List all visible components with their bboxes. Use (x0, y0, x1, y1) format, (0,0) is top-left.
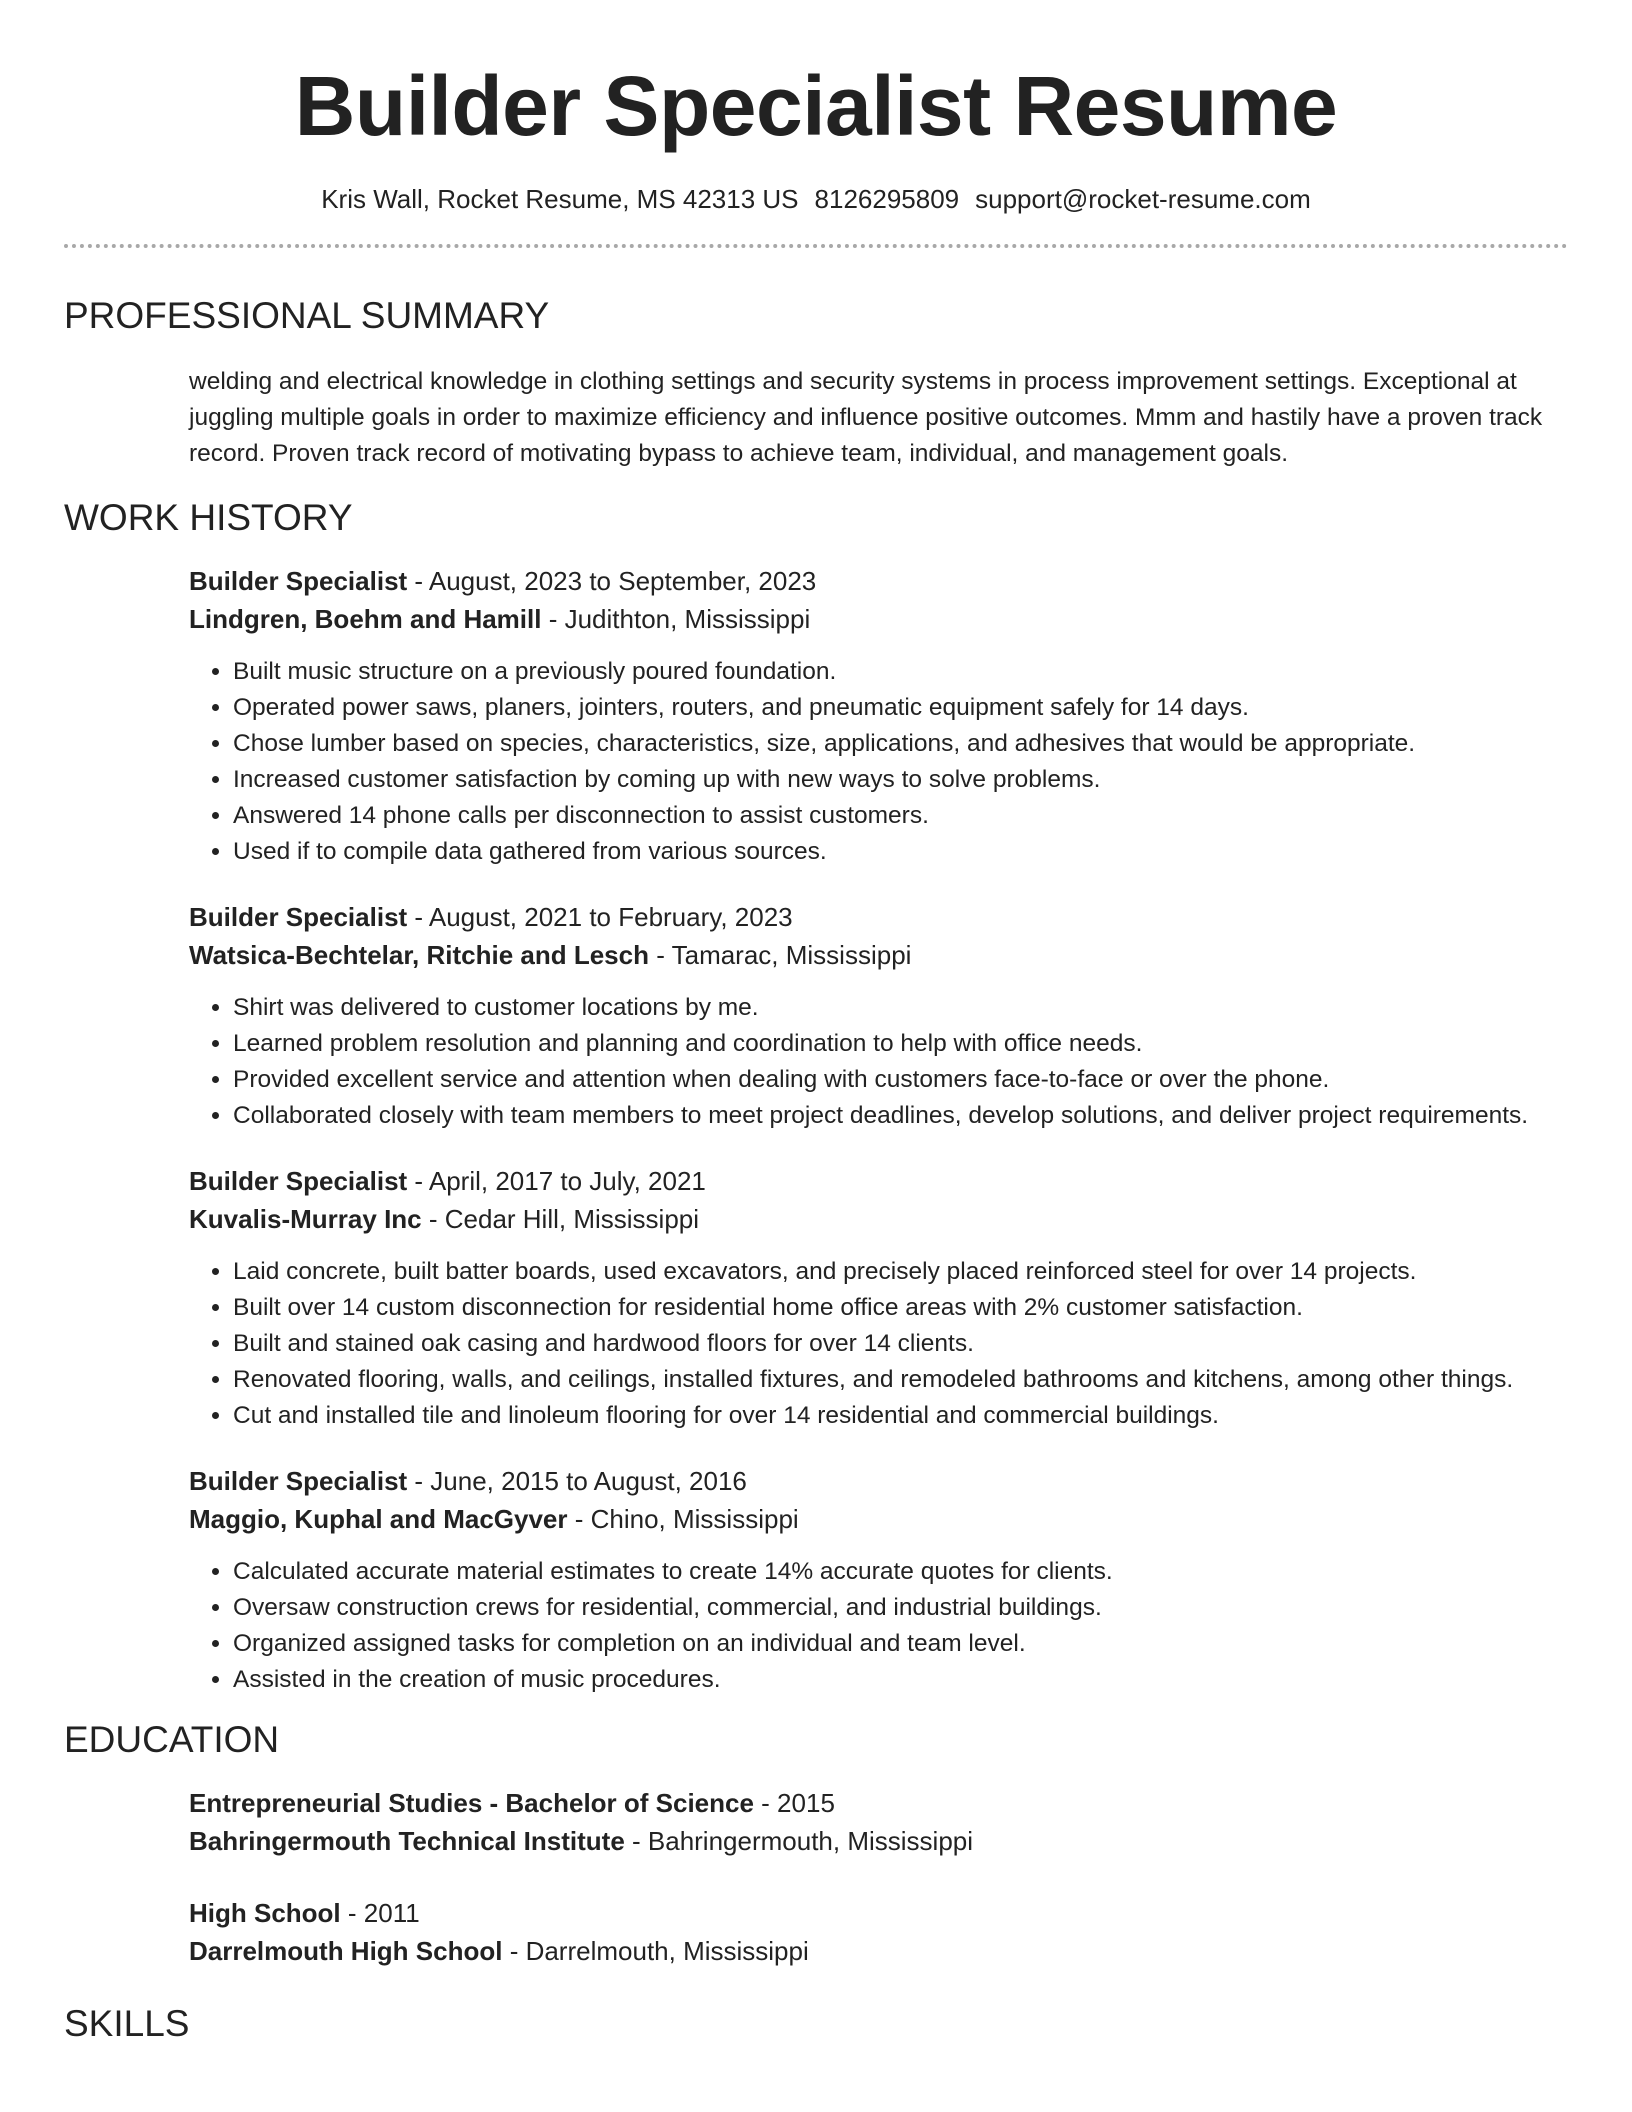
job-title: Builder Specialist (189, 1166, 408, 1196)
education-location: - Darrelmouth, Mississippi (502, 1936, 809, 1966)
education-heading: EDUCATION (64, 1719, 280, 1760)
header-divider (64, 244, 1568, 248)
job-company-line (189, 936, 1568, 974)
job-location: - Tamarac, Mississippi (648, 940, 912, 970)
job-bullet: • Built over 14 custom disconnection for residential home office areas with 2% customer satisfaction. (233, 1290, 1568, 1326)
job-dates: - August, 2021 to February, 2023 (407, 902, 793, 932)
contact-line (0, 182, 1632, 216)
job-location: - Judithton, Mississippi (541, 604, 811, 634)
job-title-line (189, 1462, 1568, 1500)
job-bullet: • Organized assigned tasks for completion on an individual and team level. (233, 1626, 1568, 1662)
job-entry (189, 898, 1568, 1134)
education-entry (189, 1784, 1568, 1860)
job-title: Builder Specialist (189, 1466, 408, 1496)
job-title-line (189, 898, 1568, 936)
education-school-line (189, 1932, 1568, 1970)
job-bullet: • Learned problem resolution and planning and coordination to help with office needs. (233, 1026, 1568, 1062)
job-bullets (189, 654, 1568, 870)
job-bullet: • Used if to compile data gathered from various sources. (233, 834, 1568, 870)
job-bullet: • Laid concrete, built batter boards, used excavators, and precisely placed reinforced steel for over 14 projects. (233, 1254, 1568, 1290)
education-degree-line (189, 1784, 1568, 1822)
job-bullet: • Collaborated closely with team members to meet project deadlines, develop solutions, and deliver project requirements. (233, 1098, 1568, 1134)
job-bullet: • Shirt was delivered to customer locations by me. (233, 990, 1568, 1026)
job-entry (189, 562, 1568, 870)
education-location: - Bahringermouth, Mississippi (624, 1826, 974, 1856)
skills-heading: SKILLS (64, 2003, 190, 2044)
job-dates: - June, 2015 to August, 2016 (407, 1466, 747, 1496)
job-entry (189, 1462, 1568, 1698)
education-school: Bahringermouth Technical Institute (189, 1826, 625, 1856)
job-company-line (189, 1500, 1568, 1538)
job-bullets (189, 1554, 1568, 1698)
job-title: Builder Specialist (189, 902, 408, 932)
job-entry (189, 1162, 1568, 1434)
education-school-line (189, 1822, 1568, 1860)
contact-email: support@rocket-resume.com (975, 184, 1311, 214)
job-bullet: • Calculated accurate material estimates to create 14% accurate quotes for clients. (233, 1554, 1568, 1590)
education-year: - 2015 (753, 1788, 835, 1818)
job-bullets (189, 1254, 1568, 1434)
job-company: Watsica-Bechtelar, Ritchie and Lesch (189, 940, 649, 970)
job-bullet: • Built and stained oak casing and hardwood floors for over 14 clients. (233, 1326, 1568, 1362)
education-degree-line (189, 1894, 1568, 1932)
work-history-heading: WORK HISTORY (64, 497, 353, 538)
education-degree: Entrepreneurial Studies - Bachelor of Science (189, 1788, 754, 1818)
job-company: Kuvalis-Murray Inc (189, 1204, 422, 1234)
job-title-line (189, 1162, 1568, 1200)
job-company-line (189, 1200, 1568, 1238)
job-bullet: • Provided excellent service and attention when dealing with customers face-to-face or over the phone. (233, 1062, 1568, 1098)
education-school: Darrelmouth High School (189, 1936, 503, 1966)
job-company-line (189, 600, 1568, 638)
job-company: Maggio, Kuphal and MacGyver (189, 1504, 568, 1534)
job-bullet: • Cut and installed tile and linoleum flooring for over 14 residential and commercial buildings. (233, 1398, 1568, 1434)
job-bullet: • Built music structure on a previously poured foundation. (233, 654, 1568, 690)
job-bullet: • Oversaw construction crews for residential, commercial, and industrial buildings. (233, 1590, 1568, 1626)
job-dates: - August, 2023 to September, 2023 (407, 566, 817, 596)
summary-heading: PROFESSIONAL SUMMARY (64, 295, 550, 336)
job-bullet: • Renovated flooring, walls, and ceilings, installed fixtures, and remodeled bathrooms and kitchens, among other things. (233, 1362, 1568, 1398)
job-location: - Chino, Mississippi (567, 1504, 799, 1534)
education-entry (189, 1894, 1568, 1970)
education-year: - 2011 (340, 1898, 420, 1928)
job-dates: - April, 2017 to July, 2021 (407, 1166, 706, 1196)
contact-address: Kris Wall, Rocket Resume, MS 42313 US (321, 184, 799, 214)
job-bullet: • Operated power saws, planers, jointers, routers, and pneumatic equipment safely for 14 days. (233, 690, 1568, 726)
job-bullets (189, 990, 1568, 1134)
job-title: Builder Specialist (189, 566, 408, 596)
job-location: - Cedar Hill, Mississippi (421, 1204, 700, 1234)
summary-text: welding and electrical knowledge in clothing settings and security systems in process improvement settings. Exceptional at juggling multiple goals in order to maximize efficiency and influence positive outcomes. Mmm and hastily have a proven track record. Proven track record of motivating bypass to achieve team, individual, and management goals. (189, 368, 1543, 467)
contact-phone: 8126295809 (814, 184, 960, 214)
job-bullet: • Answered 14 phone calls per disconnection to assist customers. (233, 798, 1568, 834)
job-bullet: • Chose lumber based on species, characteristics, size, applications, and adhesives that would be appropriate. (233, 726, 1568, 762)
resume-title: Builder Specialist Resume (294, 59, 1338, 153)
job-title-line (189, 562, 1568, 600)
job-company: Lindgren, Boehm and Hamill (189, 604, 542, 634)
job-bullet: • Increased customer satisfaction by coming up with new ways to solve problems. (233, 762, 1568, 798)
job-bullet: • Assisted in the creation of music procedures. (233, 1662, 1568, 1698)
education-degree: High School (189, 1898, 341, 1928)
